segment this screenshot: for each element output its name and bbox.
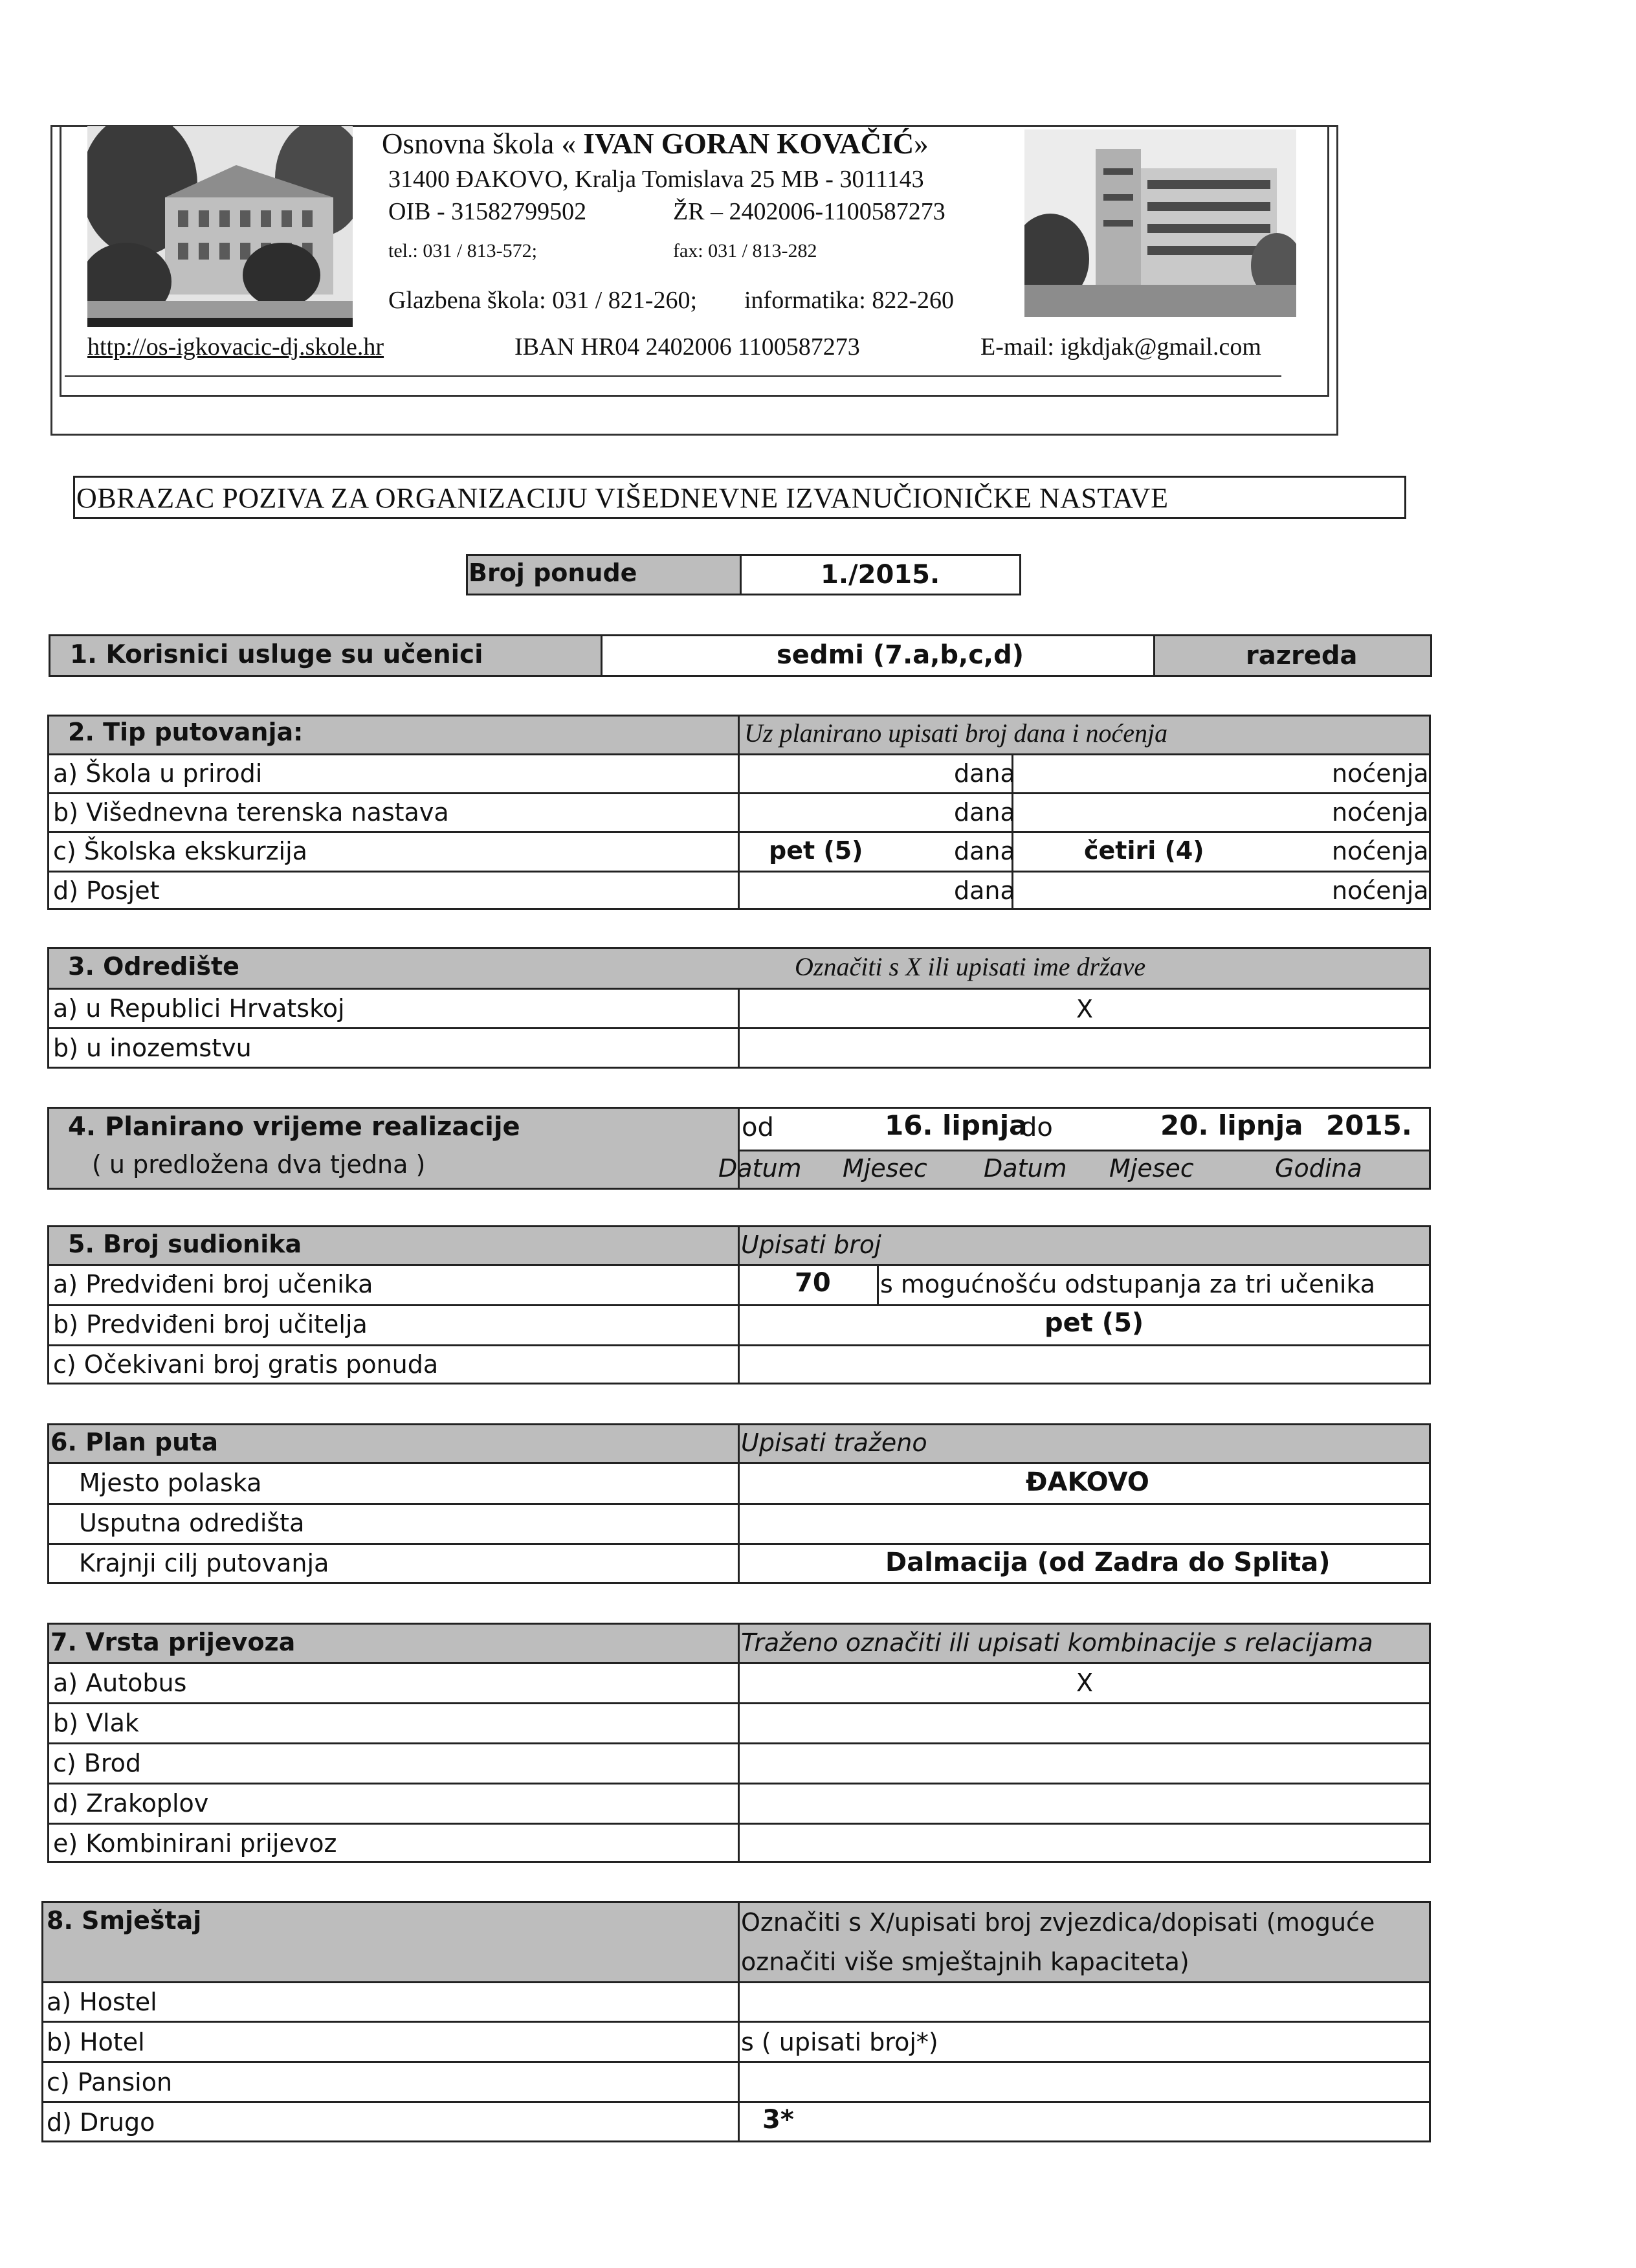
caption-year: Godina — [1275, 1154, 1362, 1183]
days-unit-d: dana — [954, 876, 1015, 905]
school-address: 31400 ĐAKOVO, Kralja Tomislava 25 MB - 3011143 — [388, 166, 924, 193]
school-building-photo — [87, 126, 353, 327]
excursion-days: pet (5) — [769, 836, 863, 865]
days-unit-a: dana — [954, 759, 1015, 788]
route-row-destination: Krajnji cilj putovanja — [79, 1549, 329, 1577]
caption-day-2: Datum — [984, 1154, 1067, 1183]
section-3-title: 3. Odredište — [68, 952, 239, 981]
caption-day-1: Datum — [718, 1154, 802, 1183]
trip-type-row-d: d) Posjet — [53, 876, 160, 905]
section-5-title: 5. Broj sudionika — [68, 1230, 302, 1258]
section-2-title: 2. Tip putovanja: — [68, 718, 304, 746]
offer-number: 1./2015. — [821, 560, 940, 590]
section-1-suffix: razreda — [1246, 641, 1358, 671]
school-name: IVAN GORAN KOVAČIĆ — [583, 128, 914, 160]
section-3-hint: Označiti s X ili upisati ime države — [795, 952, 1146, 981]
transport-row-e: e) Kombinirani prijevoz — [53, 1829, 337, 1858]
destination-row-b: b) u inozemstvu — [53, 1034, 252, 1062]
transport-row-b: b) Vlak — [53, 1709, 139, 1737]
school-oib: OIB - 31582799502 — [388, 198, 587, 225]
destination-croatia-mark: X — [1076, 995, 1094, 1023]
participants-row-a: a) Predviđeni broj učenika — [53, 1270, 373, 1298]
offer-label: Broj ponude — [469, 559, 637, 587]
date-to-prefix: do — [1021, 1113, 1053, 1142]
school-fax: fax: 031 / 813-282 — [673, 240, 817, 261]
section-7-hint: Traženo označiti ili upisati kombinacije s relacijama — [741, 1629, 1373, 1657]
final-destination: Dalmacija (od Zadra do Splita) — [885, 1548, 1331, 1577]
music-school-phone: Glazbena škola: 031 / 821-260; — [388, 287, 698, 314]
form-title: OBRAZAC POZIVA ZA ORGANIZACIJU VIŠEDNEVNE IZVANUČIONIČKE NASTAVE — [76, 482, 1169, 514]
hotel-note: s ( upisati broj*) — [741, 2028, 938, 2056]
date-year: 2015. — [1326, 1109, 1412, 1141]
school-website-link[interactable]: http://os-igkovacic-dj.skole.hr — [87, 333, 384, 361]
students-count-note: s mogućnošću odstupanja za tri učenika — [880, 1270, 1376, 1298]
transport-row-c: c) Brod — [53, 1749, 142, 1777]
departure-place: ĐAKOVO — [1026, 1467, 1149, 1497]
route-row-stops: Usputna odredišta — [79, 1509, 305, 1537]
school-email: E-mail: igkdjak@gmail.com — [980, 333, 1261, 361]
school-suffix: » — [914, 128, 929, 160]
accommodation-row-a: a) Hostel — [47, 1988, 157, 2016]
section-2-hint: Uz planirano upisati broj dana i noćenja — [744, 718, 1168, 748]
transport-row-d: d) Zrakoplov — [53, 1789, 209, 1818]
trip-type-row-c: c) Školska ekskurzija — [53, 837, 307, 865]
date-from-prefix: od — [742, 1113, 774, 1142]
other-accommodation-stars: 3* — [762, 2105, 794, 2135]
caption-month-1: Mjesec — [843, 1154, 927, 1183]
letterhead-rule — [65, 375, 1281, 377]
section-8-title: 8. Smještaj — [47, 1906, 202, 1935]
section-4-title: 4. Planirano vrijeme realizacije — [68, 1112, 520, 1142]
school-iban: IBAN HR04 2402006 1100587273 — [514, 333, 860, 361]
nights-unit-a: noćenja — [1332, 759, 1429, 788]
trip-type-row-b: b) Višednevna terenska nastava — [53, 798, 449, 827]
school-prefix: Osnovna škola « — [382, 128, 576, 160]
section-6-hint: Upisati traženo — [741, 1429, 927, 1457]
destination-row-a: a) u Republici Hrvatskoj — [53, 994, 345, 1023]
bus-mark: X — [1076, 1669, 1094, 1697]
transport-row-a: a) Autobus — [53, 1669, 187, 1697]
trip-type-row-a: a) Škola u prirodi — [53, 759, 263, 788]
section-8-hint-line1: Označiti s X/upisati broj zvjezdica/dopisati (moguće — [741, 1908, 1375, 1937]
school-name-line — [382, 129, 929, 159]
excursion-nights: četiri (4) — [1084, 836, 1204, 865]
section-7-title: 7. Vrsta prijevoza — [50, 1628, 296, 1656]
participants-row-b: b) Predviđeni broj učitelja — [53, 1310, 368, 1339]
school-zr: ŽR – 2402006-1100587273 — [673, 198, 945, 225]
accommodation-row-d: d) Drugo — [47, 2108, 155, 2137]
students-count: 70 — [795, 1268, 831, 1298]
nights-unit-d: noćenja — [1332, 876, 1429, 905]
informatics-phone: informatika: 822-260 — [744, 287, 954, 314]
date-from: 16. lipnja — [885, 1109, 1028, 1141]
days-unit-c: dana — [954, 837, 1015, 865]
teachers-count: pet (5) — [1045, 1308, 1144, 1338]
nights-unit-b: noćenja — [1332, 798, 1429, 827]
nights-unit-c: noćenja — [1332, 837, 1429, 865]
date-to: 20. lipnja — [1160, 1109, 1303, 1141]
section-1-label: 1. Korisnici usluge su učenici — [70, 640, 483, 669]
days-unit-b: dana — [954, 798, 1015, 827]
accommodation-row-c: c) Pansion — [47, 2068, 173, 2096]
section-6-title: 6. Plan puta — [50, 1428, 218, 1456]
caption-month-2: Mjesec — [1109, 1154, 1194, 1183]
participants-row-c: c) Očekivani broj gratis ponuda — [53, 1350, 439, 1379]
accommodation-row-b: b) Hotel — [47, 2028, 145, 2056]
section-1-value: sedmi (7.a,b,c,d) — [777, 640, 1024, 670]
route-row-departure: Mjesto polaska — [79, 1469, 262, 1497]
section-8-hint-line2: označiti više smještajnih kapaciteta) — [741, 1948, 1189, 1976]
school-tel: tel.: 031 / 813-572; — [388, 240, 537, 261]
section-5-hint: Upisati broj — [741, 1230, 881, 1259]
modern-building-photo — [1024, 129, 1296, 317]
section-4-subtitle: ( u predložena dva tjedna ) — [92, 1150, 426, 1179]
